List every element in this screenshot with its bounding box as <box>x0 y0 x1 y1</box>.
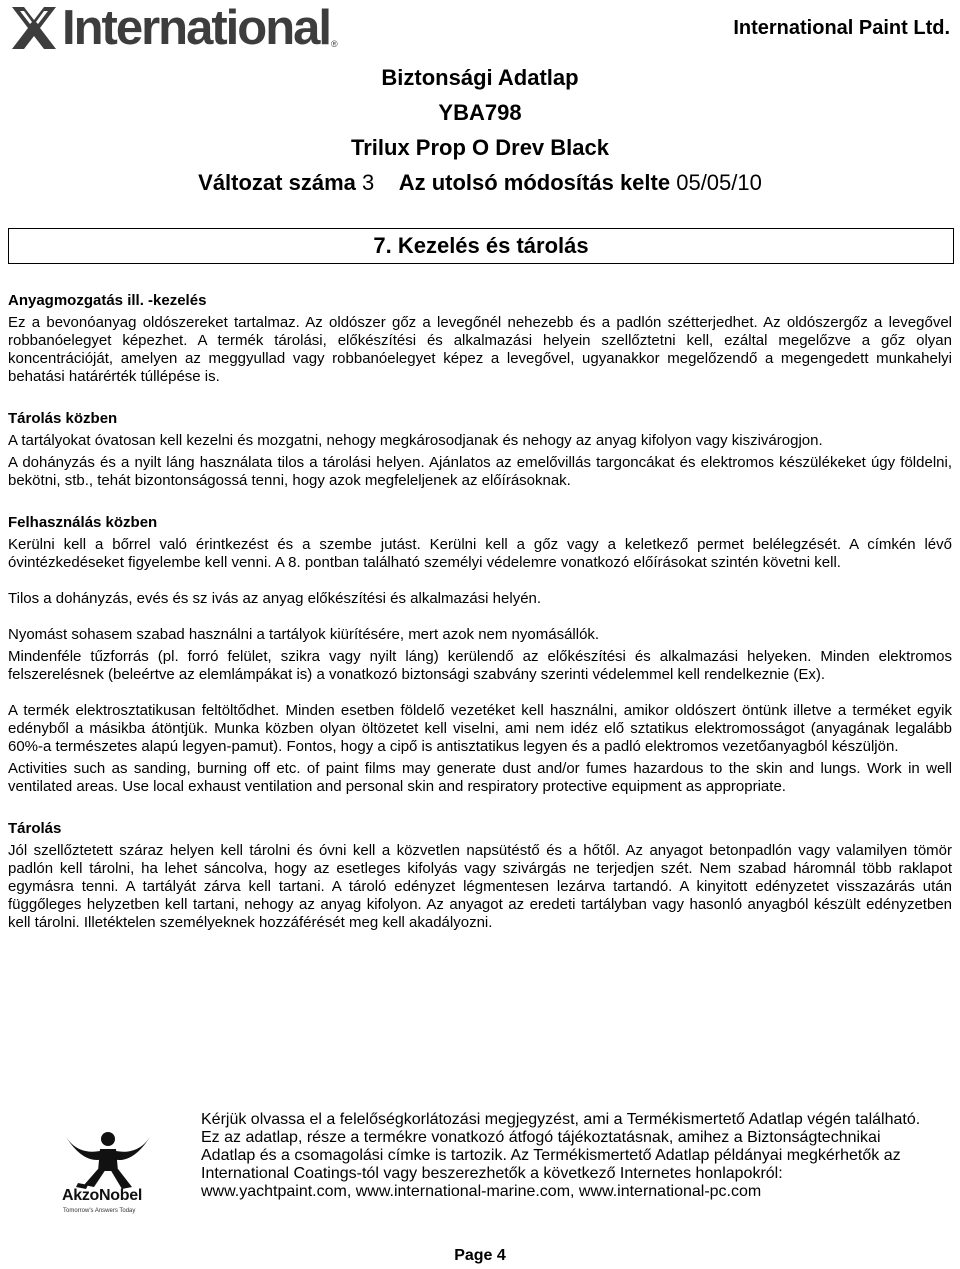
handling-heading: Anyagmozgatás ill. -kezelés <box>8 292 207 309</box>
akzonobel-wordmark: AkzoNobel <box>62 1187 142 1204</box>
company-name: International Paint Ltd. <box>733 17 950 39</box>
use-heading: Felhasználás közben <box>8 514 158 531</box>
use-paragraph-2: Tilos a dohányzás, evés és sz ivás az anyag előkészítési és alkalmazási helyén. <box>8 590 542 607</box>
section-title: 7. Kezelés és tárolás <box>373 233 589 258</box>
akzonobel-tagline: Tomorrow's Answers Today <box>63 1208 136 1214</box>
product-code: YBA798 <box>438 100 522 125</box>
section-content <box>8 292 952 932</box>
storage-heading: Tárolás <box>8 820 62 837</box>
storage-paragraph: Jól szellőztetett száraz helyen kell tárolni és óvni kell a közvetlen napsütéstő és a hőtől. Az anyagot betonpadlón vagy valamilyen tömör padlón kell tárolni, ha lehet sáncolva, hogy az esetleges kifolyás vagy szivárgás ne terjedjen szét. Nem szabad háromnál több raklapot egymásra tenni. A tartályát zárva kell tartani. A tároló edényzet légmentesen lezárva tartandó. A kinyitott edényzetet visszazárás után függőleges helyzetben kell tartani, nehogy az anyag kifolyon. Az anyagot az eredeti tartályban vagy hasonló anyagból készült edényzetben kell tárolni. Illetéktelen személyeknek hozzáférését meg kell akadályozni. <box>8 842 952 931</box>
international-logo <box>8 1 338 55</box>
page-number: Page 4 <box>454 1247 506 1264</box>
document-type: Biztonsági Adatlap <box>381 65 579 90</box>
international-x-mark-icon <box>8 5 60 51</box>
modified-label: Az utolsó módosítás kelte <box>398 170 671 195</box>
document-title-block <box>0 60 960 200</box>
use-paragraph-6: Activities such as sanding, burning off etc. of paint films may generate dust and/or fumes hazardous to the skin and lungs. Work in well ventilated areas. Use local exhaust ventilation and personal skin and respiratory protective equipment as appropriate. <box>8 760 952 795</box>
trademark-symbol: ® <box>331 39 338 49</box>
use-paragraph-4: Mindenféle tűzforrás (pl. forró felület, szikra vagy nyilt láng) kerülendő az előkészítési és alkalmazási helyeken. Minden elektromos felszerelésnek (beleértve az elemlámpákat is) a vonatkozó biztonsági szabvány szerinti védelemmel kell rendelkeznie (Ex). <box>8 648 952 683</box>
version-value: 3 <box>362 170 375 195</box>
page-header <box>0 0 960 60</box>
storage-during-paragraph-1: A tartályokat óvatosan kell kezelni és mozgatni, nehogy megkárosodjanak és nehogy az anyag kifolyon vagy kiszivárogjon. <box>8 432 823 449</box>
use-paragraph-5: A termék elektrosztatikusan feltöltődhet. Minden esetben földelő vezetéket kell használni, amikor oldószert öntünk illetve a terméket egyik edényből a másikba átöntjük. Munka közben olyan öltözetet kell viselni, ami nem idéz elő sztatikus elektromosságot (anyagának legalább 60%-a természetes alapú legyen-pamut). Fontos, hogy a cipő is antisztatikus legyen és a padló elektromos vezetőanyagból készüljön. <box>8 702 952 755</box>
product-name: Trilux Prop O Drev Black <box>351 135 609 160</box>
logo-wordmark: International <box>62 1 331 55</box>
version-label: Változat száma <box>198 170 356 195</box>
section-header-box <box>8 228 954 264</box>
handling-paragraph: Ez a bevonóanyag oldószereket tartalmaz. Az oldószer gőz a levegőnél nehezebb és a padlón szétterjedhet. Az oldószergőz a levegővel robbanóelegyet képezhet. A termék tárolási, előkészítési és alkalmazási helyein szellőztetni kell, ezáltal megelőzve a gőz olyan koncentrációját, amelyen az meggyullad vagy robbanóelegyet képez a levegővel, ugyanakkor megelőzendő a megengedett munkahelyi behatási határérték túllépése is. <box>8 314 952 385</box>
disclaimer-text: Kérjük olvassa el a felelőségkorlátozási megjegyzést, ami a Termékismertető Adatlap végén található. Ez az adatlap, része a termékre vonatkozó átfogó tájékoztatásnak, amihez a Biztonságtechnikai Adatlap és a csomagolási címke is tartozik. Az Termékismertető Adatlap példányai megkérhetők az International Coatings-tól vagy beszerezhetők a következő Internetes honlapokról: www.yachtpaint.com, www.international-marine.com, www.international-pc.com <box>201 1111 921 1200</box>
version-line <box>0 165 960 200</box>
modified-value: 05/05/10 <box>676 170 762 195</box>
use-paragraph-1: Kerülni kell a bőrrel való érintkezést és a szembe jutást. Kerülni kell a gőz vagy a keletkező permet belélegzését. A címkén lévő óvintézkedéseket figyelembe kell venni. A 8. pontban található személyi védelemre vonatkozó előírásokat szintén követni kell. <box>8 536 952 571</box>
storage-during-heading: Tárolás közben <box>8 410 118 427</box>
use-paragraph-3: Nyomást sohasem szabad használni a tartályok kiürítésére, mert azok nem nyomásállók. <box>8 626 600 643</box>
storage-during-paragraph-2: A dohányzás és a nyilt láng használata tilos a tárolási helyen. Ajánlatos az emelővillás targoncákat és elektromos készülékeket úgy földelni, bekötni, stb., tehát bizontonságossá tenni, hogy azok megfeleljenek az előírásoknak. <box>8 454 952 489</box>
